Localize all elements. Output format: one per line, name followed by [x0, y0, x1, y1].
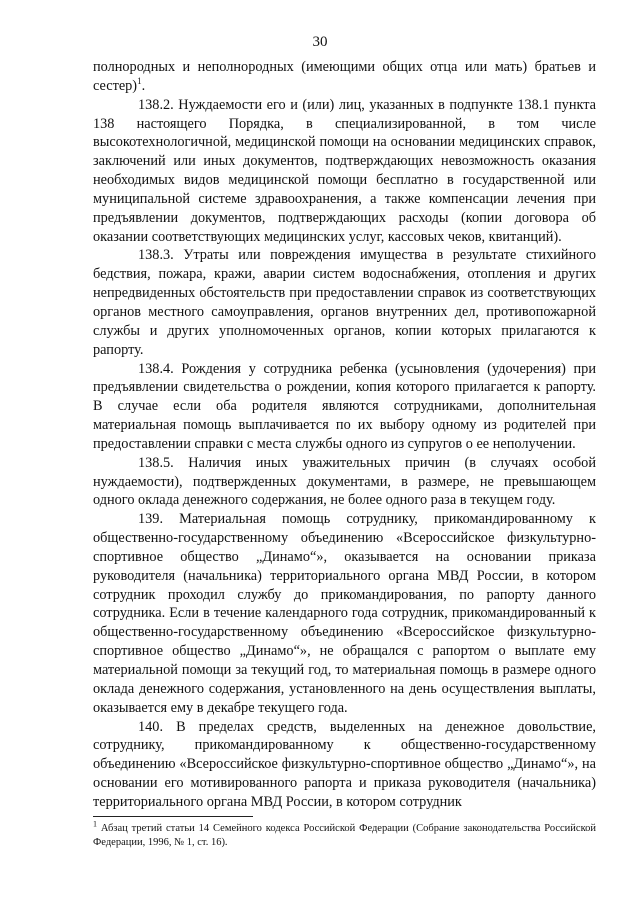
footnote-reference[interactable]: 1	[137, 76, 142, 87]
footnote-text: Абзац третий статьи 14 Семейного кодекса Российской Федерации (Собрание законодательства Российской Федерации, 1996, № 1, ст. 16).	[93, 823, 597, 848]
paragraph-text: полнородных и неполнородных (имеющими общих отца или мать) братьев и сестер)	[93, 59, 596, 94]
paragraph-138-2: 138.2. Нуждаемости его и (или) лиц, указанных в подпункте 138.1 пункта 138 настоящего Порядка, в специализированной, в том числе высокотехнологичной, медицинской помощи на основании медицинских справок, заключений или иных документов, подтверждающих невозможность оказания необходимых видов медицинской помощи бесплатно в государственной или муниципальной системе здравоохранения, а также компенсации лечения при предъявлении документов, подтверждающих расходы (копии договора об оказании соответствующих медицинских услуг, кассовых чеков, квитанций).	[93, 96, 596, 245]
paragraph-138-3: 138.3. Утраты или повреждения имущества в результате стихийного бедствия, пожара, кражи, аварии систем водоснабжения, отопления и других непредвиденных обстоятельств при предоставлении справок из соответствующих органов местного самоуправления, органов внутренних дел, противопожарной службы и других уполномоченных органов, копии которых прилагаются к рапорту.	[93, 247, 596, 358]
paragraph-continuation	[93, 58, 596, 96]
footnote-mark: 1	[93, 819, 97, 829]
footnote-separator	[93, 816, 253, 817]
paragraph-138-5: 138.5. Наличия иных уважительных причин (в случаях особой нуждаемости), подтвержденных документами, в размере, не превышающем одного оклада денежного содержания, не более одного раза в текущем году.	[93, 454, 596, 509]
document-body	[93, 58, 596, 812]
page-number: 30	[312, 34, 328, 50]
paragraph-138-4: 138.4. Рождения у сотрудника ребенка (усыновления (удочерения) при предъявлении свидетельства о рождении, копия которого прилагается к рапорту. В случае если оба родителя являются сотрудниками, дополнительная материальная помощь выплачивается по их выбору одному из родителей при предоставлении справки с места службы одного из супругов о ее неполучении.	[93, 360, 596, 452]
paragraph-139: 139. Материальная помощь сотруднику, прикомандированному к общественно-государственному объединению «Всероссийское физкультурно-спортивное общество „Динамо“», оказывается на основании приказа руководителя (начальника) территориального органа МВД России, в котором сотрудник проходил службу до прикомандирования, по рапорту данного сотрудника. Если в течение календарного года сотрудник, прикомандированный к общественно-государственному объединению «Всероссийское физкультурно-спортивное общество „Динамо“», не обращался с рапортом о выплате ему материальной помощи за текущий год, то материальная помощь в размере одного оклада денежного содержания, установленного на день осуществления выплаты, оказывается ему в декабре текущего года.	[93, 511, 596, 716]
paragraph-140: 140. В пределах средств, выделенных на денежное довольствие, сотруднику, прикомандированному к общественно-государственному объединению «Всероссийское физкультурно-спортивное общество „Динамо“», на основании его мотивированного рапорта и приказа руководителя (начальника) территориального органа МВД России, в котором сотрудник	[93, 718, 596, 810]
footnote	[93, 819, 597, 850]
paragraph-tail: .	[141, 77, 146, 94]
